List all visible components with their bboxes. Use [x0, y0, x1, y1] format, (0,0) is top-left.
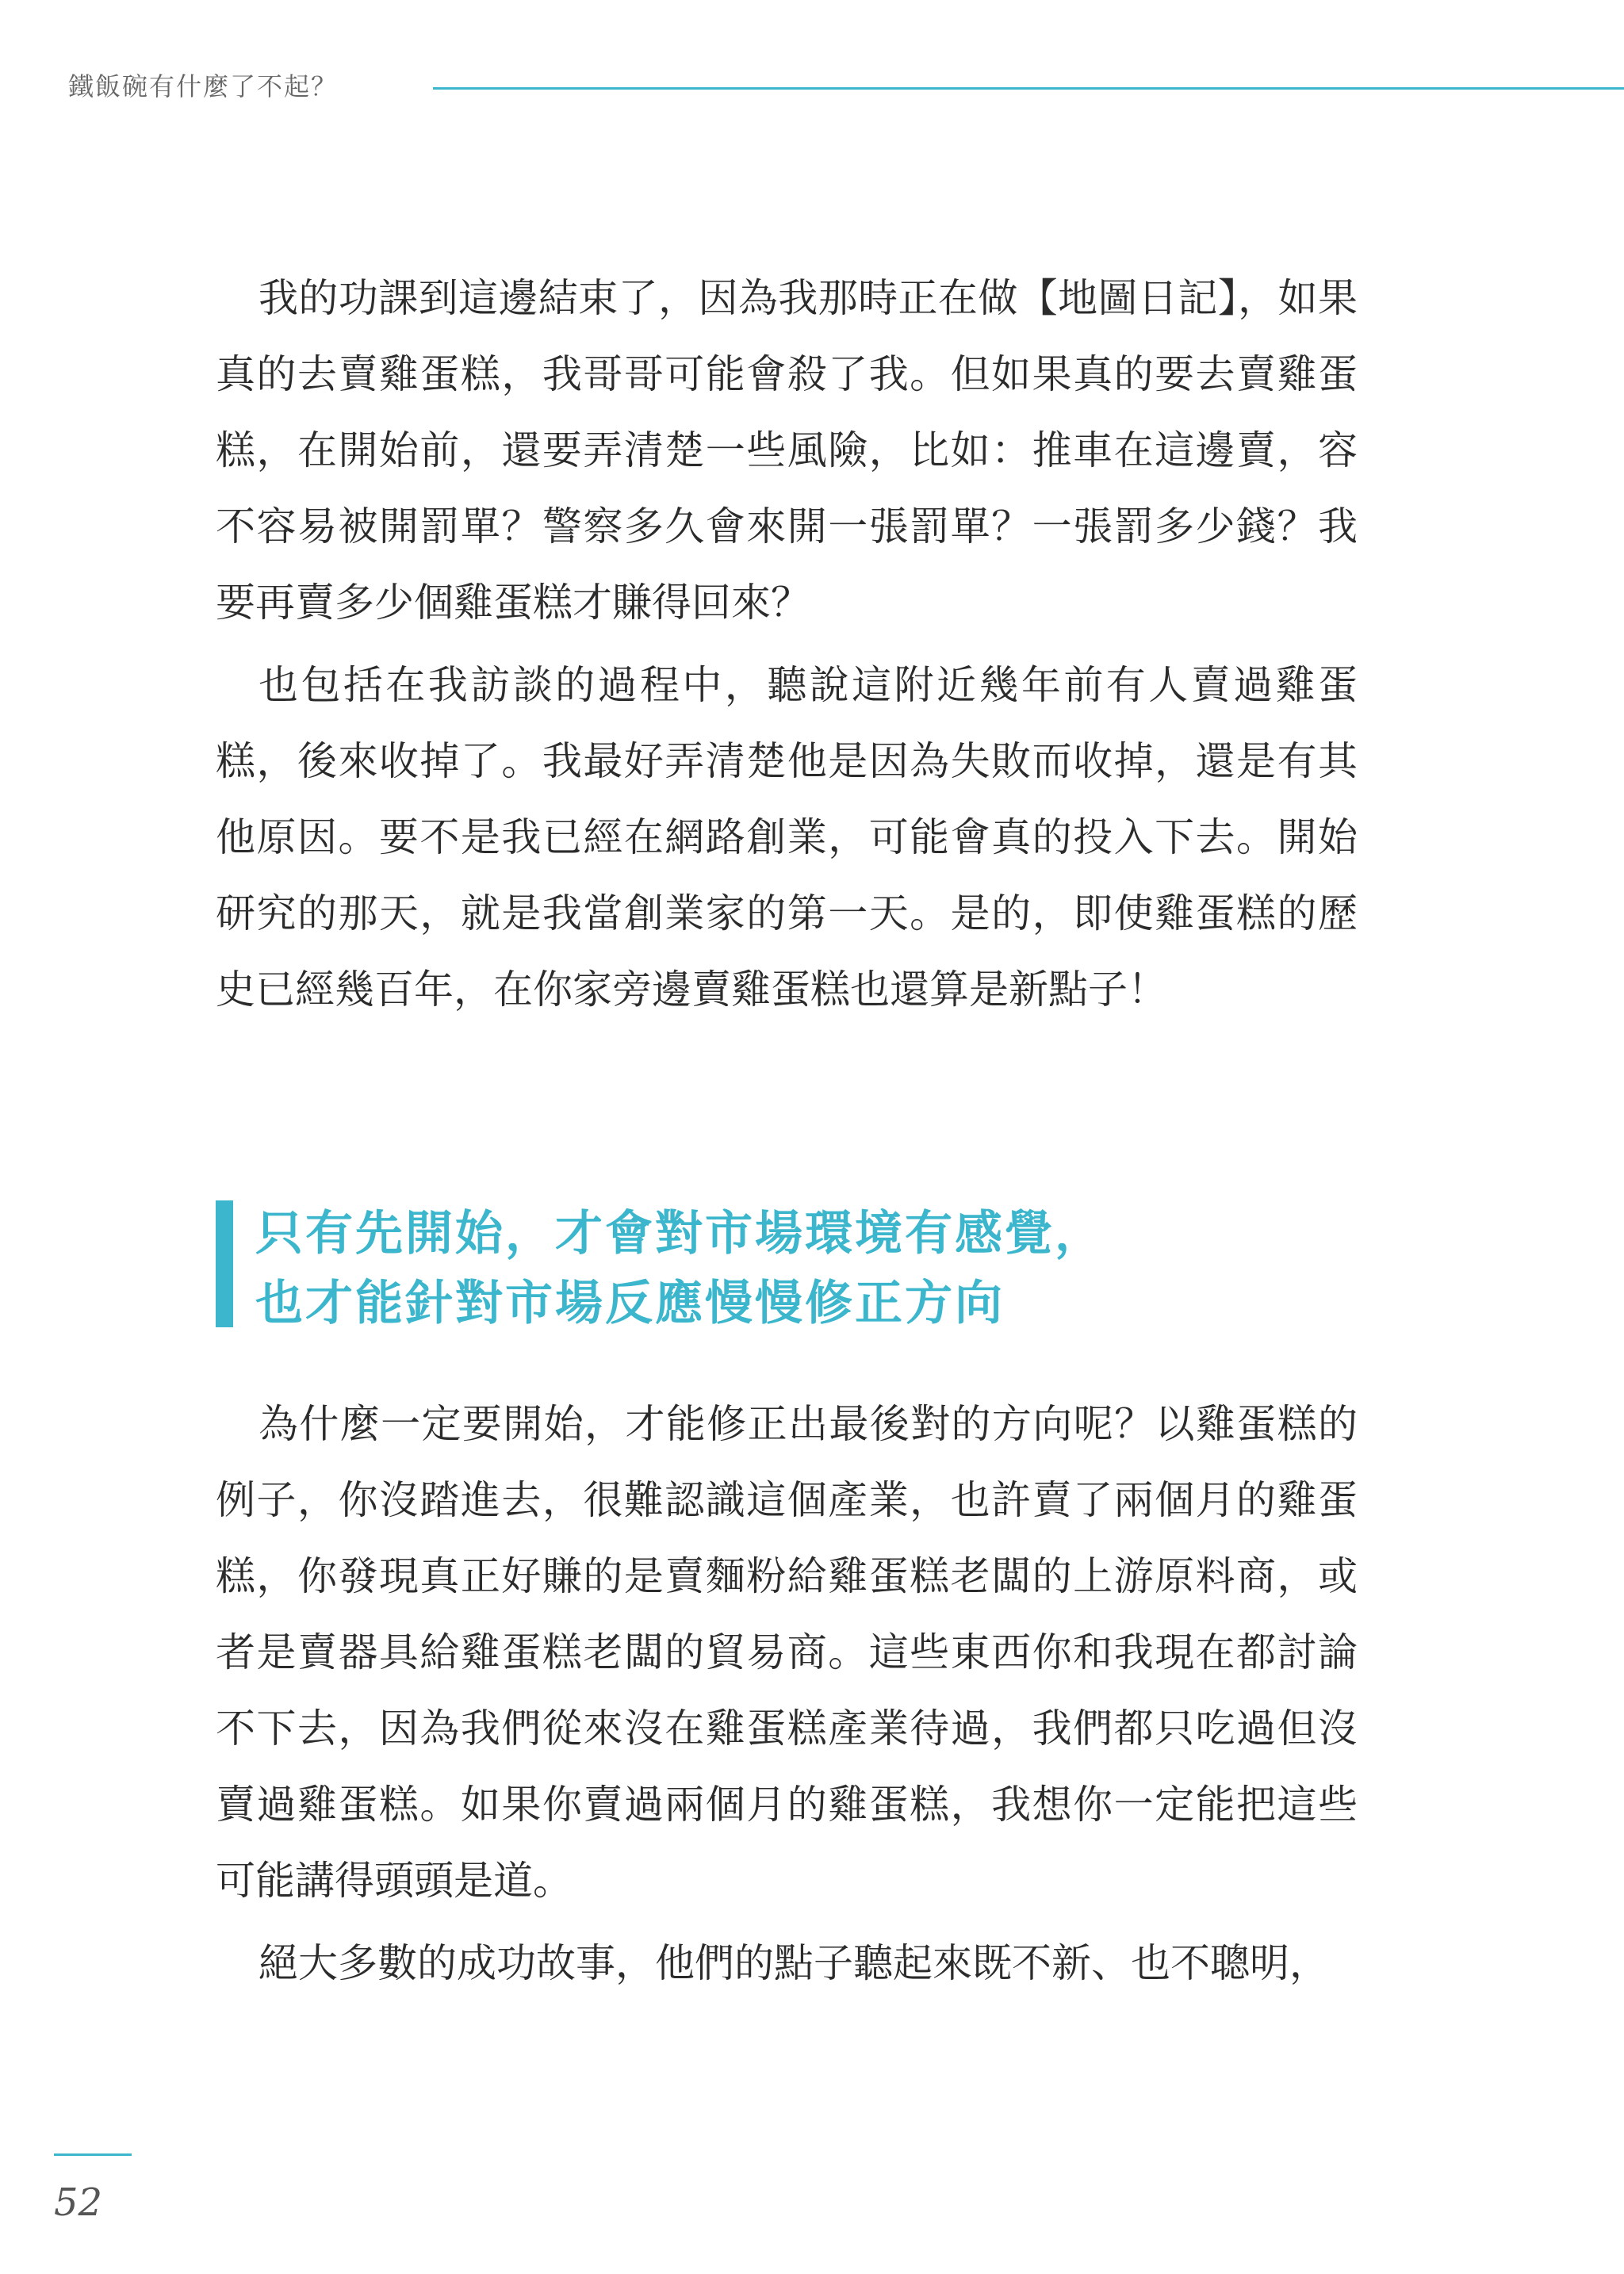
running-header-title: 鐵飯碗有什麼了不起？ [68, 71, 339, 101]
footer-rule [54, 2153, 132, 2156]
heading-accent-bar [216, 1200, 233, 1327]
section-heading-line-1: 只有先開始，才會對市場環境有感覺， [255, 1206, 1105, 1261]
section-heading [216, 1196, 1405, 1331]
paragraph-1: 我的功課到這邊結束了，因為我那時正在做【地圖日記】，如果真的去賣雞蛋糕，我哥哥可能會殺了我。但如果真的要去賣雞蛋糕，在開始前，還要弄清楚一些風險，比如：推車在這邊賣，容不容易被開罰單？警察多久會來開一張罰單？一張罰多少錢？我要再賣多少個雞蛋糕才賺得回來？ [216, 275, 1358, 626]
body-text-after-heading [216, 1386, 1358, 2001]
body-text-before-heading [216, 260, 1358, 1028]
paragraph-4: 絕大多數的成功故事，他們的點子聽起來既不新、也不聰明， [259, 1940, 1329, 1986]
section-heading-line-2: 也才能針對市場反應慢慢修正方向 [255, 1276, 1005, 1331]
page-number: 52 [54, 2180, 103, 2225]
paragraph-2: 也包括在我訪談的過程中，聽說這附近幾年前有人賣過雞蛋糕，後來收掉了。我最好弄清楚他是因為失敗而收掉，還是有其他原因。要不是我已經在網路創業，可能會真的投入下去。開始研究的那天，就是我當創業家的第一天。是的，即使雞蛋糕的歷史已經幾百年，在你家旁邊賣雞蛋糕也還算是新點子！ [216, 662, 1358, 1013]
header-rule [433, 87, 1624, 90]
paragraph-3: 為什麼一定要開始，才能修正出最後對的方向呢？以雞蛋糕的例子，你沒踏進去，很難認識這個產業，也許賣了兩個月的雞蛋糕，你發現真正好賺的是賣麵粉給雞蛋糕老闆的上游原料商，或者是賣器具給雞蛋糕老闆的貿易商。這些東西你和我現在都討論不下去，因為我們從來沒在雞蛋糕產業待過，我們都只吃過但沒賣過雞蛋糕。如果你賣過兩個月的雞蛋糕，我想你一定能把這些可能講得頭頭是道。 [216, 1401, 1358, 1904]
